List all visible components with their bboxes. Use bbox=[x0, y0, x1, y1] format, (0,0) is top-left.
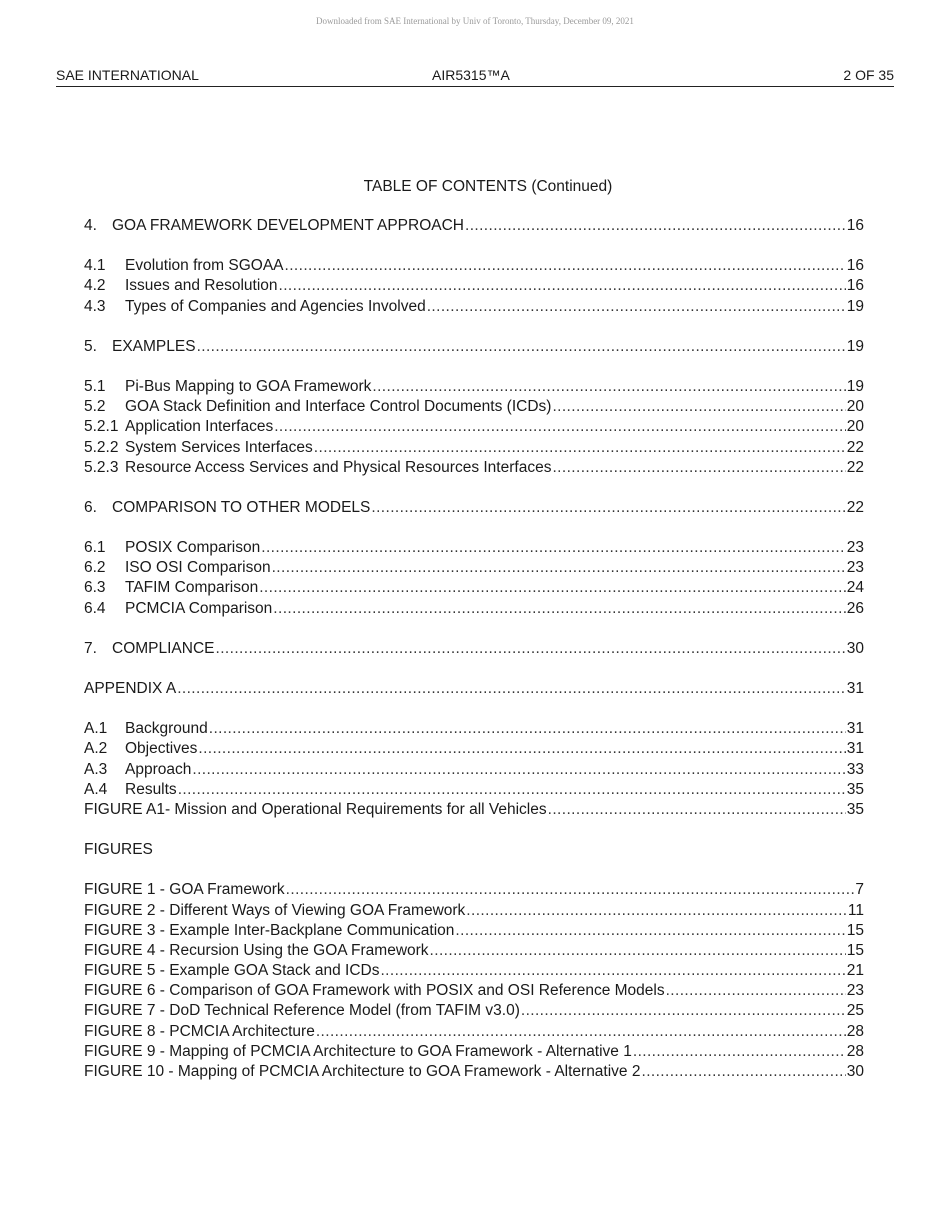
leader-dots bbox=[371, 498, 845, 518]
toc-entry[interactable] bbox=[84, 297, 864, 317]
toc-entry-page: 11 bbox=[847, 901, 864, 919]
leader-dots bbox=[192, 760, 845, 780]
toc-entry-page: 31 bbox=[846, 680, 864, 697]
toc-entry-title: FIGURE 3 - Example Inter-Backplane Communication bbox=[84, 921, 455, 939]
leader-dots bbox=[548, 800, 846, 820]
leader-dots bbox=[272, 558, 846, 578]
toc-entry[interactable] bbox=[84, 880, 864, 900]
toc-entry-page: 7 bbox=[855, 881, 864, 899]
toc-entry[interactable] bbox=[84, 337, 864, 357]
toc-entry-number: 4.1 bbox=[84, 257, 106, 275]
figures-heading-text: FIGURES bbox=[84, 841, 153, 859]
toc-entry-title: FIGURE 8 - PCMCIA Architecture bbox=[84, 1022, 315, 1040]
toc-entry[interactable] bbox=[84, 961, 864, 981]
toc-entry-number: 5.2.1 bbox=[84, 418, 119, 436]
toc-entry[interactable] bbox=[84, 1062, 864, 1082]
toc-entry[interactable] bbox=[84, 498, 864, 518]
toc-entry-page: 16 bbox=[846, 257, 864, 275]
toc-entry-page: 21 bbox=[846, 962, 864, 980]
toc-entry-number: 6.2 bbox=[84, 559, 106, 577]
toc-entry-page: 20 bbox=[846, 418, 864, 436]
toc-entry-page: 25 bbox=[846, 1002, 864, 1020]
toc-entry-title: Evolution from SGOAA bbox=[125, 257, 284, 275]
toc-entry[interactable] bbox=[84, 639, 864, 659]
toc-entry-page: 35 bbox=[846, 800, 864, 818]
toc-entry-page: 30 bbox=[846, 1063, 864, 1080]
leader-dots bbox=[259, 578, 846, 598]
toc-entry[interactable] bbox=[84, 780, 864, 800]
toc-entry-number: 5. bbox=[84, 337, 97, 355]
toc-entry-page: 15 bbox=[846, 941, 864, 959]
leader-dots bbox=[316, 1022, 846, 1042]
toc-entry[interactable] bbox=[84, 739, 864, 759]
toc-entry[interactable] bbox=[84, 417, 864, 437]
toc-entry-page: 35 bbox=[846, 780, 864, 798]
leader-dots bbox=[633, 1042, 846, 1062]
header-organization: SAE INTERNATIONAL bbox=[56, 67, 199, 83]
toc-entry-title: GOA Stack Definition and Interface Control Documents (ICDs) bbox=[125, 398, 552, 416]
toc-entry[interactable] bbox=[84, 397, 864, 417]
toc-entry-title: APPENDIX A bbox=[84, 680, 177, 697]
toc-entry-page: 15 bbox=[846, 921, 864, 939]
leader-dots bbox=[427, 297, 846, 317]
toc-entry[interactable] bbox=[84, 760, 864, 780]
toc-entry[interactable] bbox=[84, 901, 864, 921]
leader-dots bbox=[552, 458, 845, 478]
toc-entry-title: Types of Companies and Agencies Involved bbox=[125, 297, 426, 315]
toc-entry[interactable] bbox=[84, 558, 864, 578]
toc-entry-page: 31 bbox=[846, 740, 864, 758]
toc-entry-page: 22 bbox=[846, 458, 864, 476]
toc-title: TABLE OF CONTENTS (Continued) bbox=[363, 178, 613, 195]
toc-entry-title: FIGURE 5 - Example GOA Stack and ICDs bbox=[84, 962, 380, 980]
toc-entry-title: ISO OSI Comparison bbox=[125, 559, 271, 577]
toc-entry[interactable] bbox=[84, 679, 864, 699]
toc-entry-number: 7. bbox=[84, 639, 97, 657]
toc-entry-title: EXAMPLES bbox=[112, 337, 196, 355]
toc-entry-title: Issues and Resolution bbox=[125, 277, 278, 295]
leader-dots bbox=[261, 538, 846, 558]
toc-entry-page: 28 bbox=[846, 1042, 864, 1060]
toc-entry[interactable] bbox=[84, 538, 864, 558]
leader-dots bbox=[466, 901, 847, 921]
toc-entry-title: FIGURE 9 - Mapping of PCMCIA Architecture to GOA Framework - Alternative 1 bbox=[84, 1042, 632, 1060]
toc-entry[interactable] bbox=[84, 256, 864, 276]
leader-dots bbox=[286, 880, 855, 900]
toc-entry-title: FIGURE 4 - Recursion Using the GOA Framework bbox=[84, 941, 429, 959]
leader-dots bbox=[177, 679, 846, 699]
toc-entry-page: 16 bbox=[846, 277, 864, 295]
leader-dots bbox=[198, 739, 845, 759]
toc-entry-title: FIGURE 1 - GOA Framework bbox=[84, 881, 285, 899]
toc-entry[interactable] bbox=[84, 216, 864, 236]
toc-entry-number: 4.2 bbox=[84, 277, 106, 295]
leader-dots bbox=[666, 981, 846, 1001]
leader-dots bbox=[372, 377, 845, 397]
leader-dots bbox=[279, 276, 846, 296]
toc-entry-page: 33 bbox=[846, 760, 864, 778]
toc-entry-title: FIGURE 6 - Comparison of GOA Framework with POSIX and OSI Reference Models bbox=[84, 982, 665, 1000]
toc-entry-title: COMPARISON TO OTHER MODELS bbox=[112, 498, 371, 516]
leader-dots bbox=[521, 1001, 846, 1021]
toc-entry[interactable] bbox=[84, 599, 864, 619]
leader-dots bbox=[216, 639, 846, 659]
toc-entry-number: 6.3 bbox=[84, 579, 106, 597]
toc-entry-number: 6. bbox=[84, 498, 97, 516]
leader-dots bbox=[465, 216, 846, 236]
leader-dots bbox=[552, 397, 845, 417]
toc-entry-page: 31 bbox=[846, 720, 864, 738]
toc-entry-number: 4.3 bbox=[84, 297, 106, 315]
leader-dots bbox=[380, 961, 845, 981]
header-page-number: 2 OF 35 bbox=[843, 67, 894, 83]
toc-entry-title: System Services Interfaces bbox=[125, 438, 313, 456]
toc-entry[interactable] bbox=[84, 941, 864, 961]
toc-entry-page: 23 bbox=[846, 982, 864, 1000]
toc-entry-page: 19 bbox=[846, 337, 864, 355]
toc-entry-number: 4. bbox=[84, 217, 97, 234]
toc-entry-number: 5.2.2 bbox=[84, 438, 119, 456]
toc-entry[interactable] bbox=[84, 438, 864, 458]
leader-dots bbox=[314, 438, 846, 458]
leader-dots bbox=[209, 719, 846, 739]
toc-entry[interactable] bbox=[84, 800, 864, 820]
toc-entry-title: COMPLIANCE bbox=[112, 639, 215, 657]
toc-entry[interactable] bbox=[84, 1042, 864, 1062]
toc-entry-title: Background bbox=[125, 720, 208, 738]
toc-entry-page: 23 bbox=[846, 559, 864, 577]
table-of-contents bbox=[84, 216, 864, 1082]
toc-entry-page: 28 bbox=[846, 1022, 864, 1040]
toc-entry-title: Objectives bbox=[125, 740, 198, 758]
toc-entry-title: Application Interfaces bbox=[125, 418, 274, 436]
toc-entry-number: 5.2.3 bbox=[84, 458, 119, 476]
toc-entry-number: A.3 bbox=[84, 760, 108, 778]
toc-entry[interactable] bbox=[84, 578, 864, 598]
toc-entry-number: A.4 bbox=[84, 780, 108, 798]
leader-dots bbox=[178, 780, 846, 800]
leader-dots bbox=[455, 921, 845, 941]
toc-entry-page: 19 bbox=[846, 377, 864, 395]
leader-dots bbox=[274, 417, 846, 437]
toc-entry-page: 30 bbox=[846, 639, 864, 657]
toc-entry-title: FIGURE 2 - Different Ways of Viewing GOA Framework bbox=[84, 901, 466, 919]
toc-entry-number: A.2 bbox=[84, 740, 108, 758]
toc-entry-title: Pi-Bus Mapping to GOA Framework bbox=[125, 377, 372, 395]
toc-entry-page: 20 bbox=[846, 398, 864, 416]
toc-entry[interactable] bbox=[84, 1001, 864, 1021]
leader-dots bbox=[197, 337, 846, 357]
toc-entry[interactable] bbox=[84, 377, 864, 397]
leader-dots bbox=[285, 256, 846, 276]
toc-entry-number: 5.1 bbox=[84, 377, 106, 395]
toc-entry-title: TAFIM Comparison bbox=[125, 579, 259, 597]
toc-entry-title: GOA FRAMEWORK DEVELOPMENT APPROACH bbox=[112, 217, 464, 234]
toc-entry[interactable] bbox=[84, 981, 864, 1001]
toc-entry-page: 23 bbox=[846, 539, 864, 557]
toc-entry-number: 5.2 bbox=[84, 398, 106, 416]
toc-entry-number: 6.1 bbox=[84, 539, 106, 557]
toc-entry-page: 16 bbox=[846, 217, 864, 234]
leader-dots bbox=[273, 599, 845, 619]
leader-dots bbox=[641, 1062, 845, 1082]
figures-heading bbox=[84, 840, 864, 860]
toc-entry-page: 22 bbox=[846, 438, 864, 456]
toc-entry[interactable] bbox=[84, 458, 864, 478]
toc-entry[interactable] bbox=[84, 719, 864, 739]
toc-entry[interactable] bbox=[84, 276, 864, 296]
toc-entry-page: 22 bbox=[846, 498, 864, 516]
toc-entry-title: Results bbox=[125, 780, 177, 798]
toc-entry-title: Approach bbox=[125, 760, 192, 778]
toc-entry[interactable] bbox=[84, 921, 864, 941]
toc-entry-title: POSIX Comparison bbox=[125, 539, 261, 557]
download-note: Downloaded from SAE International by Univ of Toronto, Thursday, December 09, 2021 bbox=[316, 16, 634, 26]
toc-entry-page: 26 bbox=[846, 599, 864, 617]
toc-entry-title: FIGURE 7 - DoD Technical Reference Model (from TAFIM v3.0) bbox=[84, 1002, 520, 1020]
toc-entry-title: FIGURE A1- Mission and Operational Requirements for all Vehicles bbox=[84, 800, 547, 818]
header-document-id: AIR5315™A bbox=[432, 67, 510, 83]
toc-entry-title: Resource Access Services and Physical Resources Interfaces bbox=[125, 458, 552, 476]
toc-entry-title: PCMCIA Comparison bbox=[125, 599, 273, 617]
page-header bbox=[56, 66, 894, 87]
toc-entry[interactable] bbox=[84, 1022, 864, 1042]
toc-entry-page: 24 bbox=[846, 579, 864, 597]
toc-entry-page: 19 bbox=[846, 297, 864, 315]
leader-dots bbox=[430, 941, 846, 961]
toc-entry-number: A.1 bbox=[84, 720, 108, 738]
toc-entry-number: 6.4 bbox=[84, 599, 106, 617]
toc-entry-title: FIGURE 10 - Mapping of PCMCIA Architecture to GOA Framework - Alternative 2 bbox=[84, 1063, 641, 1080]
